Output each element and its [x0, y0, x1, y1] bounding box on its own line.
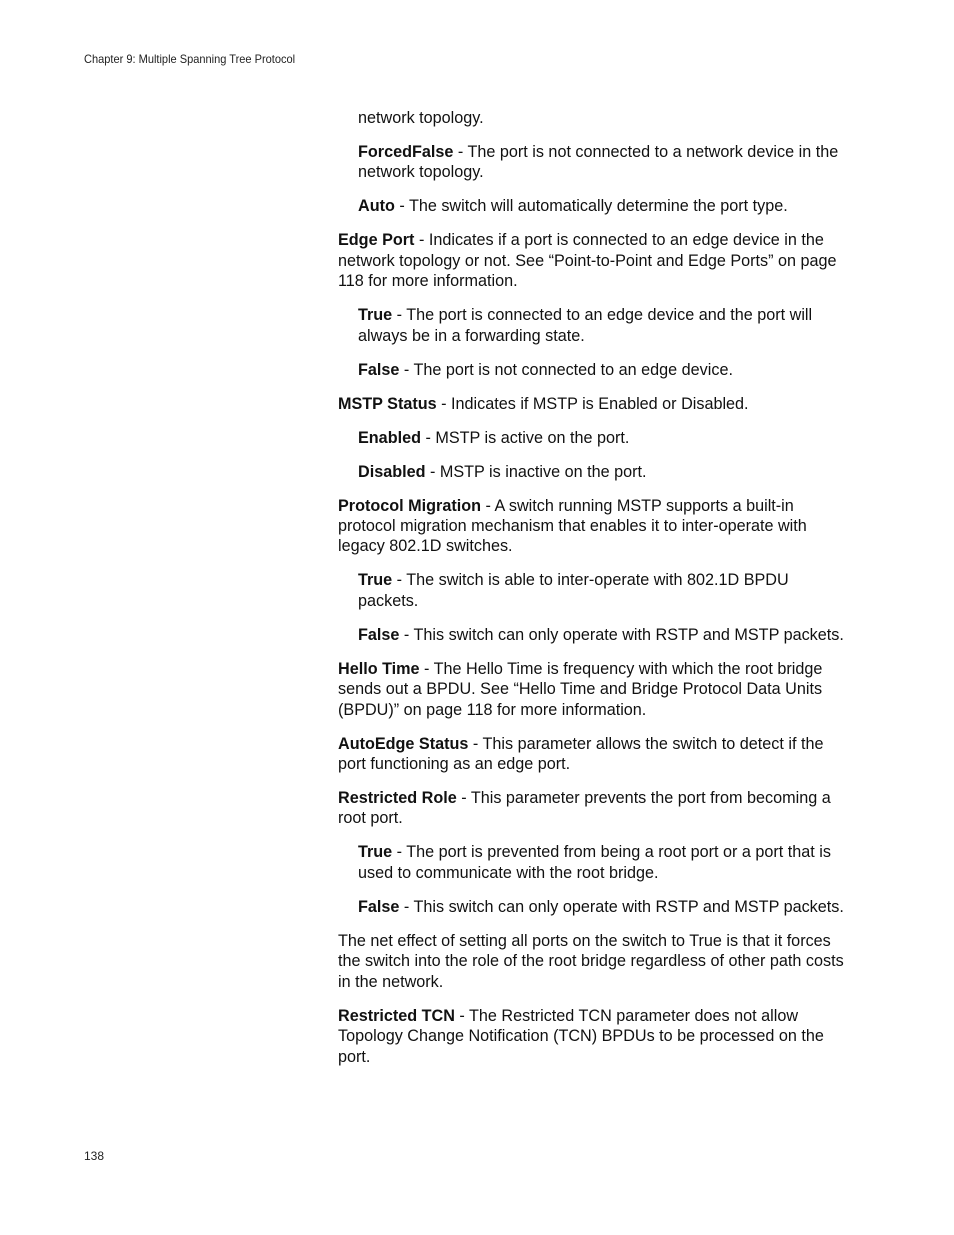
description: - The switch will automatically determine the port type.: [394, 197, 788, 216]
description: - The port is not connected to a network device in the network topology.: [358, 143, 839, 182]
paragraph: [338, 394, 846, 414]
term: Hello Time: [338, 659, 420, 678]
term: False: [358, 360, 400, 379]
term: True: [358, 571, 393, 590]
term: Edge Port: [338, 231, 415, 250]
paragraph: [338, 931, 846, 992]
description: - This switch can only operate with RSTP and MSTP packets.: [399, 625, 844, 644]
description: - This switch can only operate with RSTP and MSTP packets.: [399, 897, 844, 916]
term: Restricted Role: [338, 789, 457, 808]
description: - This parameter allows the switch to detect if the port functioning as an edge port.: [338, 734, 824, 774]
paragraph: [358, 108, 846, 128]
paragraph: [358, 625, 846, 645]
term: False: [358, 897, 400, 916]
term: AutoEdge Status: [338, 734, 469, 753]
paragraph: [358, 462, 846, 482]
description: - A switch running MSTP supports a built-in protocol migration mechanism that enables it to inter-operate with legacy 802.1D switches.: [338, 496, 807, 556]
term: MSTP Status: [338, 394, 437, 413]
term: Disabled: [358, 462, 426, 481]
description: - Indicates if MSTP is Enabled or Disabled.: [436, 394, 749, 413]
paragraph: [358, 360, 846, 380]
paragraph: [338, 659, 846, 720]
description: - The switch is able to inter-operate with 802.1D BPDU packets.: [358, 571, 789, 610]
term: Auto: [358, 197, 395, 216]
paragraph: [358, 428, 846, 448]
description: - This parameter prevents the port from becoming a root port.: [338, 789, 831, 828]
paragraph: [338, 1006, 846, 1067]
term: False: [358, 625, 400, 644]
paragraph: [358, 142, 846, 183]
page-body: [338, 108, 846, 1081]
term: Protocol Migration: [338, 496, 481, 515]
term: ForcedFalse: [358, 143, 454, 161]
term: Enabled: [358, 428, 421, 447]
description: - MSTP is active on the port.: [420, 428, 630, 447]
description: - The port is connected to an edge device and the port will always be in a forwarding state.: [358, 306, 813, 345]
term: Restricted TCN: [338, 1006, 455, 1025]
paragraph: [338, 734, 846, 775]
description: - MSTP is inactive on the port.: [425, 462, 647, 481]
description: network topology.: [358, 109, 484, 127]
description: - The port is prevented from being a root port or a port that is used to communicate with the root bridge.: [358, 843, 831, 882]
term: True: [358, 306, 393, 325]
paragraph: [358, 305, 846, 346]
description: - The port is not connected to an edge device.: [399, 360, 733, 379]
paragraph: [338, 230, 846, 291]
description: - The Hello Time is frequency with which the root bridge sends out a BPDU. See “Hello Time and Bridge Protocol Data Units (BPDU)” on page 118 for more information.: [338, 659, 823, 719]
paragraph: [358, 842, 846, 883]
paragraph: [338, 496, 846, 557]
paragraph: [358, 570, 846, 611]
term: True: [358, 843, 393, 862]
page-number: 138: [84, 1149, 105, 1163]
paragraph: [338, 788, 846, 829]
description: - The Restricted TCN parameter does not allow Topology Change Notification (TCN) BPDUs to be processed on the port.: [338, 1006, 824, 1066]
running-header: Chapter 9: Multiple Spanning Tree Protocol: [84, 52, 296, 66]
paragraph: [358, 897, 846, 917]
paragraph: [358, 196, 846, 216]
description: - Indicates if a port is connected to an edge device in the network topology or not. See “Point-to-Point and Edge Ports” on page 118 for more information.: [338, 231, 837, 291]
description: The net effect of setting all ports on the switch to True is that it forces the switch into the role of the root bridge regardless of other path costs in the network.: [338, 931, 844, 991]
